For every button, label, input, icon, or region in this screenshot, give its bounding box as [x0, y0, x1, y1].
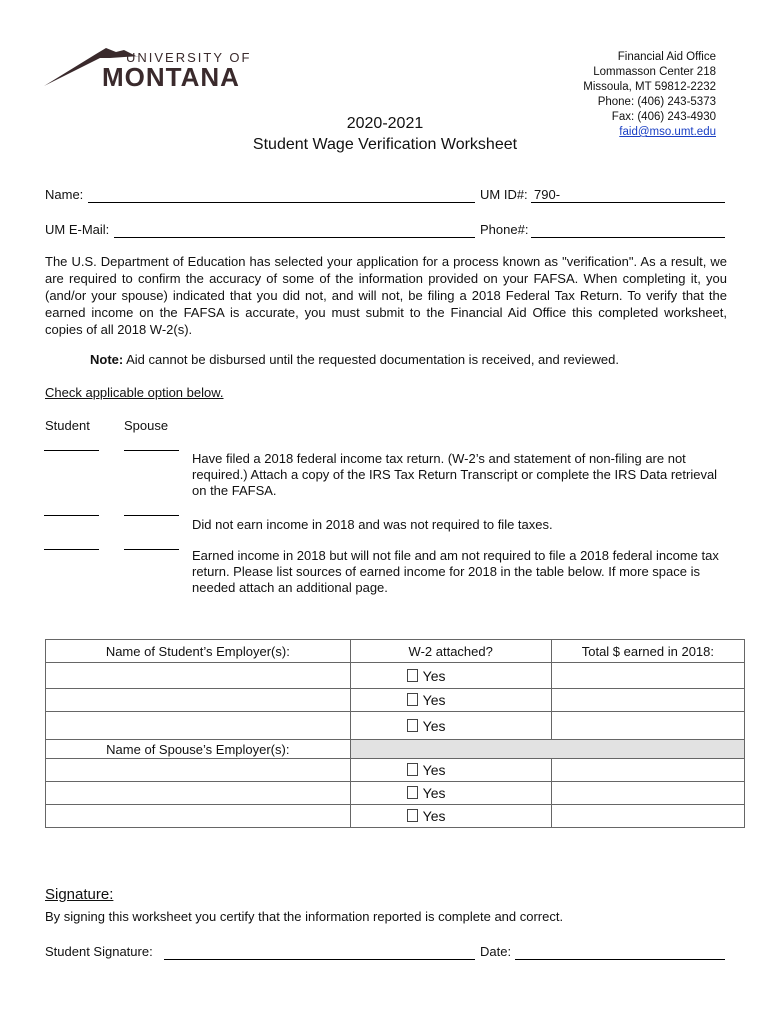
spouse-employer-cell[interactable]	[46, 782, 351, 805]
note	[90, 352, 619, 367]
phone-field[interactable]	[531, 237, 725, 238]
option3-text: Earned income in 2018 but will not file and am not required to file a 2018 federal income tax return. Please list sources of earned income for 2018 in the table below. If more space is needed attach an additional page.	[192, 548, 719, 595]
option1-text: Have filed a 2018 federal income tax return. (W-2’s and statement of non-filing are not required.) Attach a copy of the IRS Tax Return Transcript or complete the IRS Data retrieval on the FAFSA.	[192, 451, 718, 498]
office-city: Missoula, MT 59812-2232	[583, 81, 716, 93]
checkbox-icon[interactable]	[407, 809, 418, 822]
check-heading: Check applicable option below.	[45, 385, 224, 400]
employer-table	[45, 639, 745, 828]
note-text: Aid cannot be disbursed until the requested documentation is received, and reviewed.	[123, 352, 619, 367]
yes-label: Yes	[422, 667, 446, 684]
total-earned-cell[interactable]	[551, 663, 744, 689]
office-fax: Fax: (406) 243-4930	[611, 111, 716, 123]
form-title: Student Wage Verification Worksheet	[252, 136, 518, 153]
note-label: Note:	[90, 352, 124, 367]
student-signature-field[interactable]	[164, 959, 475, 960]
checkbox-icon[interactable]	[407, 786, 418, 799]
date-field[interactable]	[515, 959, 725, 960]
date-label: Date:	[480, 944, 512, 959]
spouse-header-row	[46, 740, 745, 759]
option2-spouse-check[interactable]	[124, 515, 179, 516]
table-row	[46, 689, 745, 712]
yes-label: Yes	[422, 717, 446, 734]
yes-label: Yes	[422, 785, 446, 801]
yes-label: Yes	[422, 762, 446, 778]
table-row	[46, 782, 745, 805]
name-label: Name:	[45, 187, 84, 202]
spouse-column-header: Spouse	[124, 418, 169, 433]
option1-spouse-check[interactable]	[124, 450, 179, 451]
w2-yes-cell[interactable]	[350, 712, 551, 740]
w2-yes-cell[interactable]	[350, 689, 551, 712]
intro-paragraph: The U.S. Department of Education has selected your application for a process known as "verification". As a result, we are required to confirm the accuracy of some of the information provided on your FAFSA. When completing it, you (and/or your spouse) indicated that you did not, and will not, be filing a 2018 Federal Tax Return. To verify that the earned income on the FAFSA is accurate, you must submit to the Financial Aid Office this completed worksheet, copies of all 2018 W-2(s).	[45, 254, 727, 337]
total-earned-cell[interactable]	[551, 759, 744, 782]
checkbox-icon[interactable]	[407, 763, 418, 776]
phone-label: Phone#:	[480, 222, 529, 237]
office-building: Lommasson Center 218	[593, 66, 716, 78]
email-field[interactable]	[114, 237, 475, 238]
shaded-cell	[350, 740, 744, 759]
w2-yes-cell[interactable]	[350, 759, 551, 782]
office-name: Financial Aid Office	[617, 51, 716, 63]
option1-student-check[interactable]	[44, 450, 99, 451]
table-row	[46, 805, 745, 828]
table-row	[46, 663, 745, 689]
table-header-row	[46, 640, 745, 663]
name-field[interactable]	[88, 202, 475, 203]
signature-statement: By signing this worksheet you certify that the information reported is complete and correct.	[45, 909, 564, 924]
option3-spouse-check[interactable]	[124, 549, 179, 550]
checkbox-icon[interactable]	[407, 693, 418, 706]
yes-label: Yes	[422, 808, 446, 824]
total-earned-cell[interactable]	[551, 712, 744, 740]
form-year: 2020-2021	[346, 115, 424, 132]
w2-header: W-2 attached?	[350, 640, 551, 663]
student-employer-cell[interactable]	[46, 689, 351, 712]
checkbox-icon[interactable]	[407, 669, 418, 682]
student-employer-header: Name of Student’s Employer(s):	[46, 640, 351, 663]
total-earned-cell[interactable]	[551, 689, 744, 712]
logo-university-of: UNIVERSITY OF	[126, 50, 252, 65]
student-employer-cell[interactable]	[46, 712, 351, 740]
email-label: UM E-Mail:	[45, 222, 110, 237]
option2-student-check[interactable]	[44, 515, 99, 516]
signature-heading: Signature:	[45, 886, 114, 903]
w2-yes-cell[interactable]	[350, 663, 551, 689]
office-email-link[interactable]: faid@mso.umt.edu	[619, 126, 716, 138]
student-signature-label: Student Signature:	[45, 944, 153, 959]
logo-montana: MONTANA	[102, 62, 240, 92]
option2-text: Did not earn income in 2018 and was not required to file taxes.	[192, 517, 553, 532]
w2-yes-cell[interactable]	[350, 805, 551, 828]
student-column-header: Student	[45, 418, 90, 433]
total-earned-cell[interactable]	[551, 782, 744, 805]
table-row	[46, 712, 745, 740]
umid-prefix: 790-	[534, 187, 561, 202]
total-earned-cell[interactable]	[551, 805, 744, 828]
yes-label: Yes	[422, 692, 446, 708]
w2-yes-cell[interactable]	[350, 782, 551, 805]
table-row	[46, 759, 745, 782]
umid-field[interactable]	[531, 202, 725, 203]
total-earned-header: Total $ earned in 2018:	[551, 640, 744, 663]
office-phone: Phone: (406) 243-5373	[597, 96, 716, 108]
spouse-employer-cell[interactable]	[46, 805, 351, 828]
umid-label: UM ID#:	[480, 187, 528, 202]
spouse-employer-header: Name of Spouse’s Employer(s):	[46, 740, 351, 759]
student-employer-cell[interactable]	[46, 663, 351, 689]
option3-student-check[interactable]	[44, 549, 99, 550]
checkbox-icon[interactable]	[407, 719, 418, 732]
spouse-employer-cell[interactable]	[46, 759, 351, 782]
